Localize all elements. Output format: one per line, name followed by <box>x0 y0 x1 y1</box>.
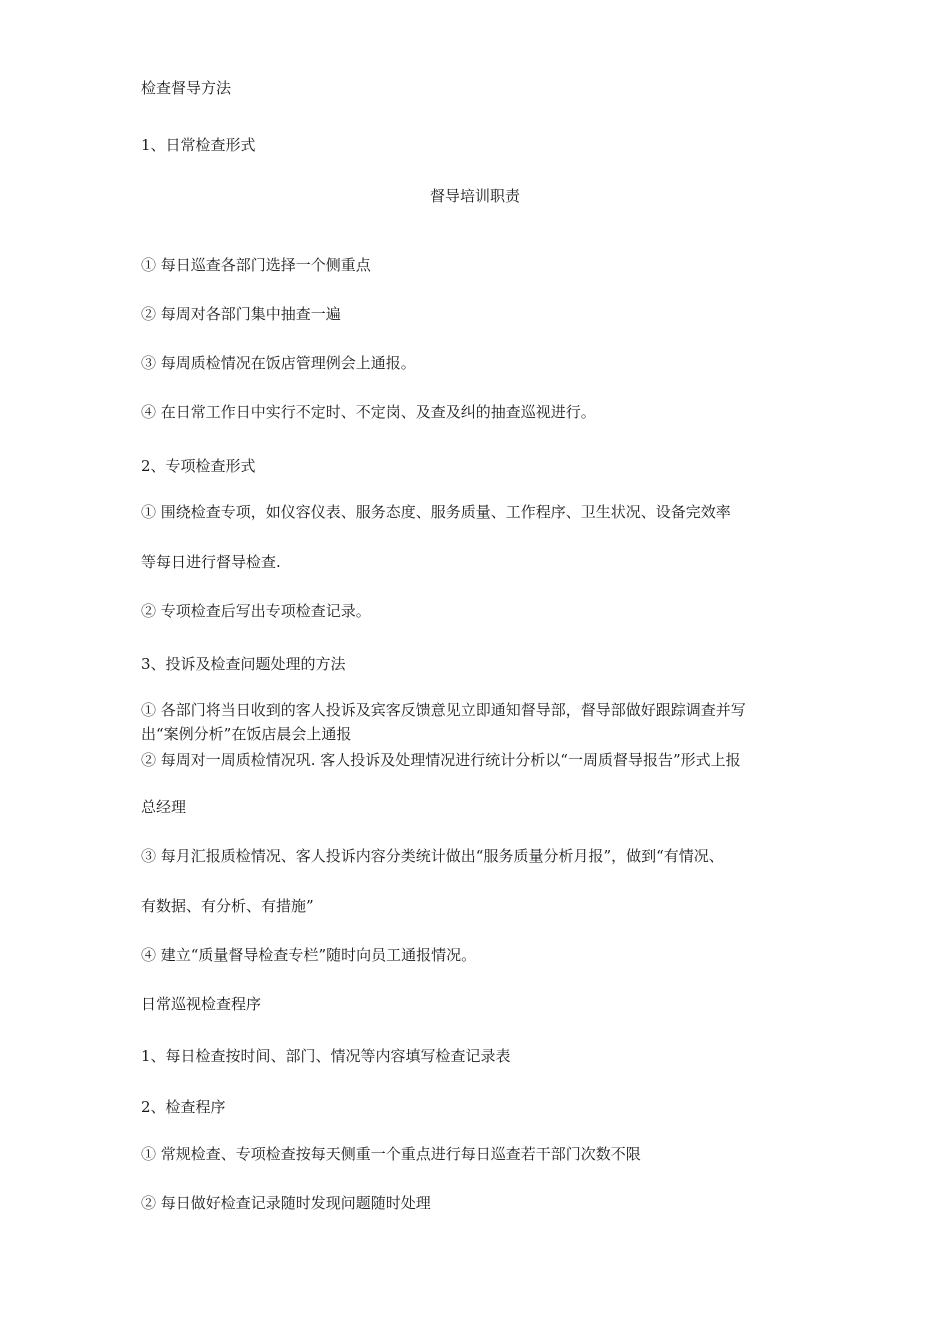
section-3-title: 3、投诉及检查问题处理的方法 <box>141 655 346 673</box>
section-3-item-1-line-1: ① 各部门将当日收到的客人投诉及宾客反馈意见立即通知督导部，督导部做好跟踪调查并写 <box>141 701 746 719</box>
routine-subitem-1: ① 常规检查、专项检查按每天侧重一个重点进行每日巡查若干部门次数不限 <box>141 1145 641 1163</box>
section-1-item-1: ① 每日巡查各部门选择一个侧重点 <box>141 256 371 274</box>
routine-item-1: 1、每日检查按时间、部门、情况等内容填写检查记录表 <box>141 1047 511 1065</box>
section-2-title: 2、专项检查形式 <box>141 457 256 475</box>
routine-subitem-2: ② 每日做好检查记录随时发现问题随时处理 <box>141 1194 431 1212</box>
document-heading: 检查督导方法 <box>141 79 232 97</box>
section-2-item-1-line-2: 等每日进行督导检查. <box>141 553 281 571</box>
section-3-item-1-line-2: 出“案例分析”在饭店晨会上通报 <box>141 725 352 743</box>
routine-title: 日常巡视检查程序 <box>141 995 262 1013</box>
section-2-item-2: ② 专项检查后写出专项检查记录。 <box>141 602 371 620</box>
section-3-item-2-line-1: ② 每周对一周质检情况巩. 客人投诉及处理情况进行统计分析以“一周质督导报告”形式上报 <box>141 751 741 769</box>
section-1-item-4: ④ 在日常工作日中实行不定时、不定岗、及查及纠的抽查巡视进行。 <box>141 403 596 421</box>
section-1-title: 1、日常检查形式 <box>141 136 256 154</box>
section-3-item-4: ④ 建立“质量督导检查专栏”随时向员工通报情况。 <box>141 946 477 964</box>
section-2-item-1-line-1: ① 围绕检查专项，如仪容仪表、服务态度、服务质量、工作程序、卫生状况、设备完效率 <box>141 503 731 521</box>
section-3-item-2-line-2: 总经理 <box>141 798 187 816</box>
section-3-item-3-line-2: 有数据、有分析、有措施” <box>141 897 314 915</box>
center-title: 督导培训职责 <box>429 187 520 205</box>
section-1-item-3: ③ 每周质检情况在饭店管理例会上通报。 <box>141 354 416 372</box>
section-3-item-3-line-1: ③ 每月汇报质检情况、客人投诉内容分类统计做出“服务质量分析月报”，做到“有情况、 <box>141 847 724 865</box>
routine-item-2: 2、检查程序 <box>141 1098 226 1116</box>
section-1-item-2: ② 每周对各部门集中抽查一遍 <box>141 305 341 323</box>
